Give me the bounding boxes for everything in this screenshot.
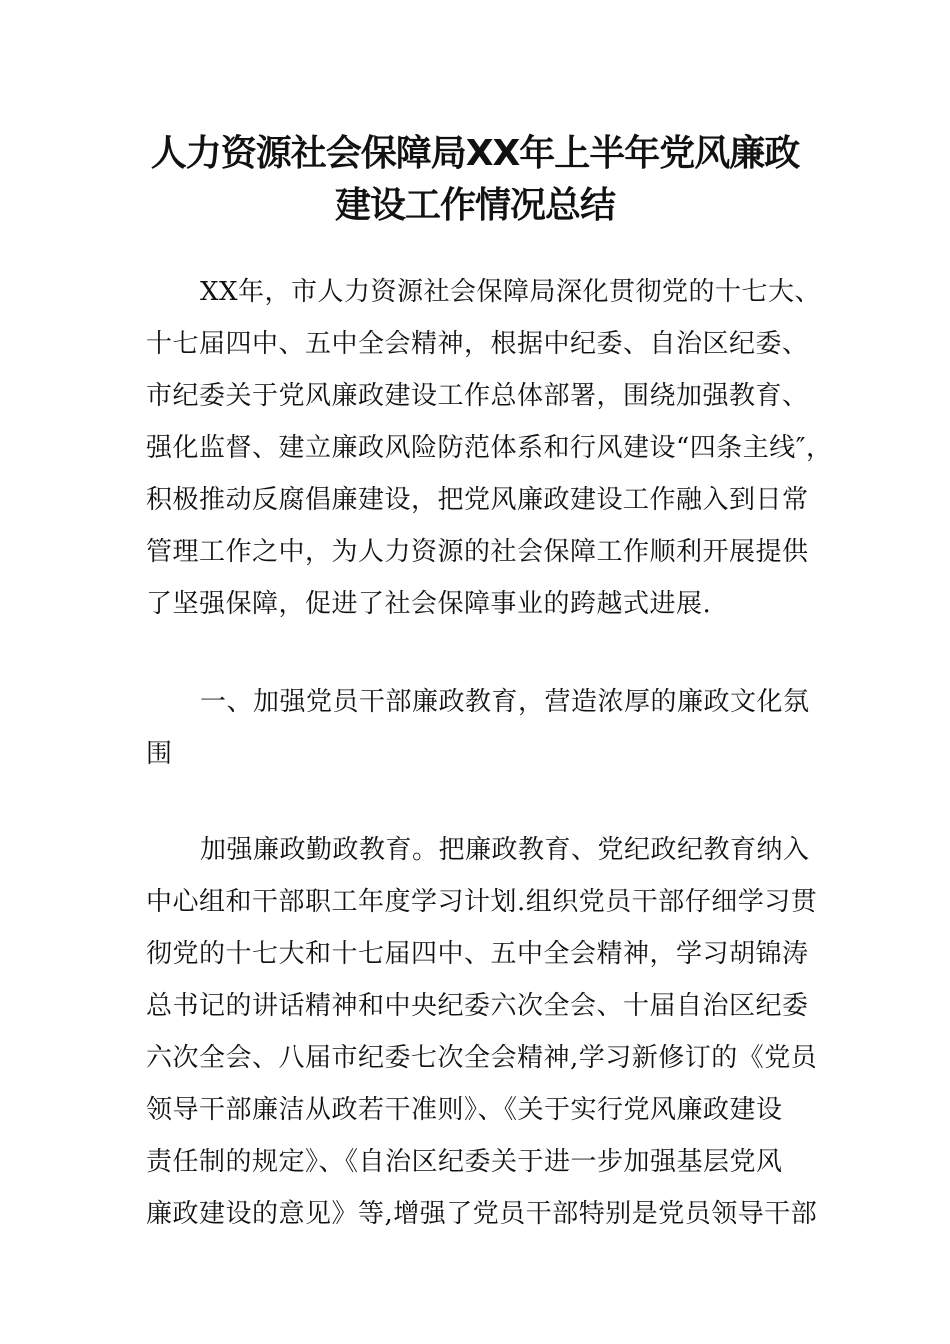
paragraph-line: 领导干部廉洁从政若干准则》、《关于实行党风廉政建设 — [146, 1095, 783, 1125]
section-1-paragraph — [146, 824, 818, 1240]
paragraph-line: 了坚强保障，促进了社会保障事业的跨越式进展. — [146, 589, 712, 619]
section-1-heading — [146, 676, 808, 780]
paragraph-line: XX年，市人力资源社会保障局深化贯彻党的十七大、 — [200, 277, 822, 307]
paragraph-line: 责任制的规定》、《自治区纪委关于进一步加强基层党风 — [146, 1147, 783, 1177]
paragraph-line: 廉政建设的意见》等,增强了党员干部特别是党员领导干部 — [146, 1199, 818, 1229]
paragraph-line: 总书记的讲话精神和中央纪委六次全会、十届自治区纪委 — [146, 991, 809, 1021]
title-line: 建设工作情况总结 — [334, 185, 615, 226]
intro-paragraph — [146, 266, 833, 630]
paragraph-line: 十七届四中、五中全会精神，根据中纪委、自治区纪委、 — [146, 329, 809, 359]
document-title — [0, 128, 950, 232]
paragraph-line: 管理工作之中，为人力资源的社会保障工作顺利开展提供 — [146, 537, 809, 567]
paragraph-line: 积极推动反腐倡廉建设，把党风廉政建设工作融入到日常 — [146, 485, 809, 515]
title-line: 人力资源社会保障局XX年上半年党风廉政 — [150, 133, 800, 174]
paragraph-line: 强化监督、建立廉政风险防范体系和行风建设“四条主线″， — [146, 433, 833, 463]
heading-line: 围 — [146, 739, 173, 769]
paragraph-line: 彻党的十七大和十七届四中、五中全会精神，学习胡锦涛 — [146, 939, 809, 969]
paragraph-line: 中心组和干部职工年度学习计划.组织党员干部仔细学习贯 — [146, 887, 818, 917]
paragraph-line: 加强廉政勤政教育。把廉政教育、党纪政纪教育纳入 — [200, 835, 810, 865]
paragraph-line: 六次全会、八届市纪委七次全会精神,学习新修订的《党员 — [146, 1043, 818, 1073]
paragraph-line: 市纪委关于党风廉政建设工作总体部署，围绕加强教育、 — [146, 381, 809, 411]
heading-line: 一、加强党员干部廉政教育，营造浓厚的廉政文化氛 — [200, 687, 810, 717]
